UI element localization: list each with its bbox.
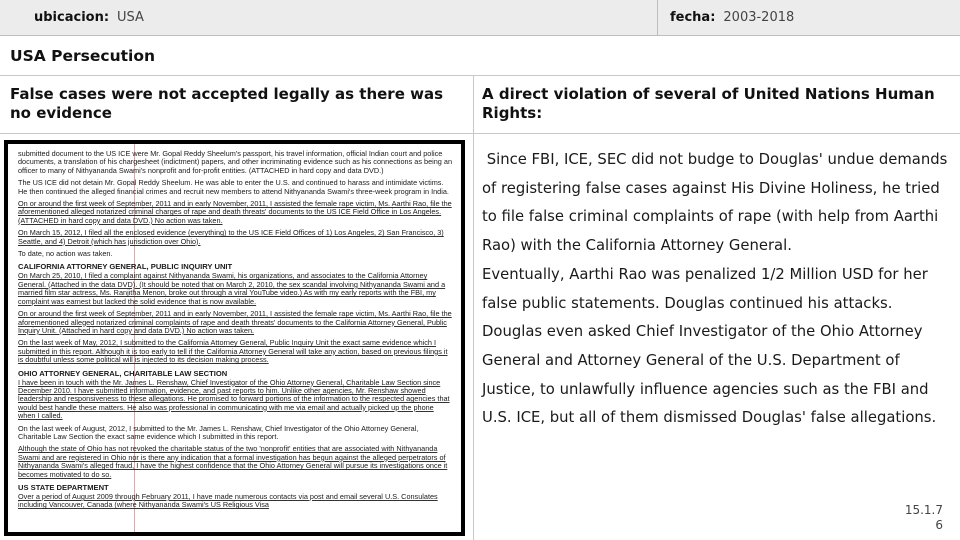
doc-paragraph: The US ICE did not detain Mr. Gopal Reddy Sheelum. He was able to enter the U.S. and continued to harass and intimidate victims. He then continued the alleged financial crimes and recruit new members to attend Nithyananda Swami's three-week program in India. — [18, 178, 449, 196]
page-number — [905, 503, 943, 533]
doc-paragraph: To date, no action was taken. — [18, 249, 113, 259]
doc-section-heading: US STATE DEPARTMENT — [18, 483, 109, 492]
doc-paragraph: On or around the first week of September, 2011 and in early November, 2011, I assisted the female rape victim, Ms. Aarthi Rao, file the aforementioned alleged notarized criminal charges of rape and death threats' documents to the US ICE Field Office in Los Angeles. (ATTACHED in hard copy and data DVD.) No action was taken. — [18, 199, 452, 225]
doc-paragraph: Over a period of August 2009 through February 2011, I have made numerous contacts via post and email several U.S. Consulates including Vancouver, Canada (where Nithyananda Swami's US Religious Visa — [18, 492, 438, 510]
location-value: USA — [117, 10, 144, 25]
doc-paragraph: I have been in touch with the Mr. James L. Renshaw, Chief Investigator of the Ohio Attorney General, Charitable Law Section since December 2010. I have submitted information, evidence, and past reports to him. Unlike other agencies, Mr. Renshaw showed leadership and responsiveness to these allegations. He promised to forward portions of the information to the respected agencies that would best handle these matters. He also was professional in communicating with me via email and actually picked up the phone when I called. — [18, 377, 450, 421]
doc-section-heading: OHIO ATTORNEY GENERAL, CHARITABLE LAW SECTION — [18, 368, 228, 378]
title-row — [0, 36, 960, 76]
page-number-main: 15.1.7 — [904, 503, 943, 517]
left-heading: False cases were not accepted legally as there was no evidence — [0, 76, 474, 134]
header-date-cell — [658, 0, 960, 36]
header-location-cell — [0, 0, 658, 36]
doc-paragraph: On the last week of August, 2012, I submitted to the Mr. James L. Renshaw, Chief Investigator of the Ohio Attorney General, Charitable Law Section the exact same evidence which I submitted in this report. — [18, 423, 419, 441]
doc-section-heading: CALIFORNIA ATTORNEY GENERAL, PUBLIC INQUIRY UNIT — [18, 262, 233, 272]
doc-paragraph: On March 15, 2012, I filed all the enclosed evidence (everything) to the US ICE Field Offices of 1) Los Angeles, 2) San Francisco, 3) Seattle, and 4) Detroit (which has jurisdiction over Ohio). — [18, 228, 444, 246]
column-divider — [473, 134, 474, 540]
location-label: ubicacion: — [34, 10, 110, 25]
date-label: fecha: — [670, 10, 716, 25]
doc-paragraph: Although the state of Ohio has not revoked the charitable status of the two 'nonprofit' entities that are associated with Nithyananda Swami and are registered in Ohio nor is there any indication that a formal investigation has begun against the alleged perpetrators of Nithyananda Swami's alleged fraud, I have the highest confidence that the Ohio Attorney General will pursue its investigations once it becomes motivated to do so. — [18, 444, 448, 479]
body-paragraph-1: Since FBI, ICE, SEC did not budge to Douglas' undue demands of registering false cases against His Divine Holiness, he tried to file false criminal complaints of rape (with help from Aarthi Rao) with the California Attorney General. — [482, 151, 953, 255]
right-heading: A direct violation of several of United Nations Human Rights: — [474, 76, 960, 134]
page-number-sub: 6 — [935, 518, 943, 532]
body-text — [482, 146, 954, 433]
page-title: USA Persecution — [10, 46, 156, 65]
doc-paragraph: On or around the first week of September, 2011 and in early November, 2011, I assisted the female rape victim, Ms. Aarthi Rao, file the aforementioned alleged notarized criminal complaints of rape and death threats' documents to the California Attorney General, Public Inquiry Unit. (Attached in hard copy and data DVD.) No action was taken. — [18, 309, 452, 335]
doc-paragraph: submitted document to the US ICE were Mr. Gopal Reddy Sheelum's passport, his travel information, official Indian court and police documents, a translation of his chargesheet (indictment) papers, and other incriminating evidence such as his connections as being an officer to many of Nithyananda Swami's nonprofit and for-profit entities. (ATTACHED in hard copy and data DVD.) — [18, 149, 453, 175]
body-paragraph-2: Eventually, Aarthi Rao was penalized 1/2 Million USD for her false public statements. Douglas continued his attacks. Douglas even asked Chief Investigator of the Ohio Attorney General and Attorney General of the U.S. Department of Justice, to unlawfully influence agencies such as the FBI and U.S. ICE, but all of them dismissed Douglas' false allegations. — [482, 265, 937, 427]
doc-paragraph: On March 25, 2010, I filed a complaint against Nithyananda Swami, his organizations, and associates to the California Attorney General. (Attached in the data DVD). (It should be noted that on March 2, 2010, the sex scandal involving Nithyananda Swami and a married film star actress, Ms. Ranjitha Menon, broke out through a viral YouTube video.) As with my early reports with the FBI, my complaint was earnest but lacked the solid evidence that is now available. — [18, 271, 446, 306]
doc-paragraph: On the last week of May, 2012, I submitted to the California Attorney General, Public Inquiry Unit the exact same evidence which I submitted in this report. Although it is too early to tell if the California Attorney General will take any action, based on previous filings it is doubtful unless some political will is injected to its decision making process. — [18, 338, 448, 365]
document-text — [18, 150, 453, 510]
date-value: 2003-2018 — [723, 10, 795, 25]
document-scan-image — [4, 140, 465, 536]
